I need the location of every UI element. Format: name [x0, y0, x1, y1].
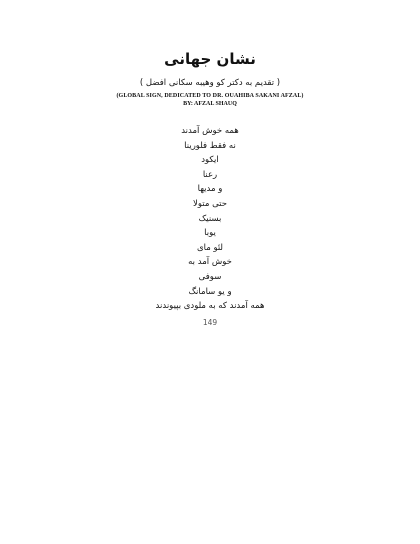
poem-line: حتی متولا — [193, 198, 227, 209]
poem-body — [0, 124, 420, 314]
poem-line: ایکود — [201, 155, 219, 166]
poem-line: لئو مای — [196, 242, 224, 253]
poem-line: رعنا — [202, 169, 218, 180]
poem-line: نه فقط فلورینا — [184, 140, 236, 151]
poem-line: سوفی — [198, 271, 222, 282]
poem-line: یوبا — [204, 228, 216, 239]
poem-line: خوش آمد به — [188, 257, 232, 268]
poem-line: و یو سامانگ — [188, 286, 232, 297]
poem-line: همه آمدند که به ملودی بپیوندند — [155, 301, 265, 312]
poem-line: و مدیها — [197, 184, 223, 195]
poem-dedication-english: (GLOBAL SIGN, DEDICATED TO DR. OUAHIBA SAKANI AFZAL) — [116, 93, 304, 99]
poem-title: نشان جهانی — [164, 50, 256, 68]
poem-line: بسنیک — [198, 213, 222, 224]
poem-byline: BY: AFZAL SHAUQ — [183, 101, 237, 107]
poem-line: همه خوش آمدند — [181, 126, 239, 136]
poem-dedication-persian: ( تقدیم به دکتر کو وهیبه سکانی افضل ) — [139, 78, 281, 88]
page-number: 149 — [202, 318, 218, 327]
